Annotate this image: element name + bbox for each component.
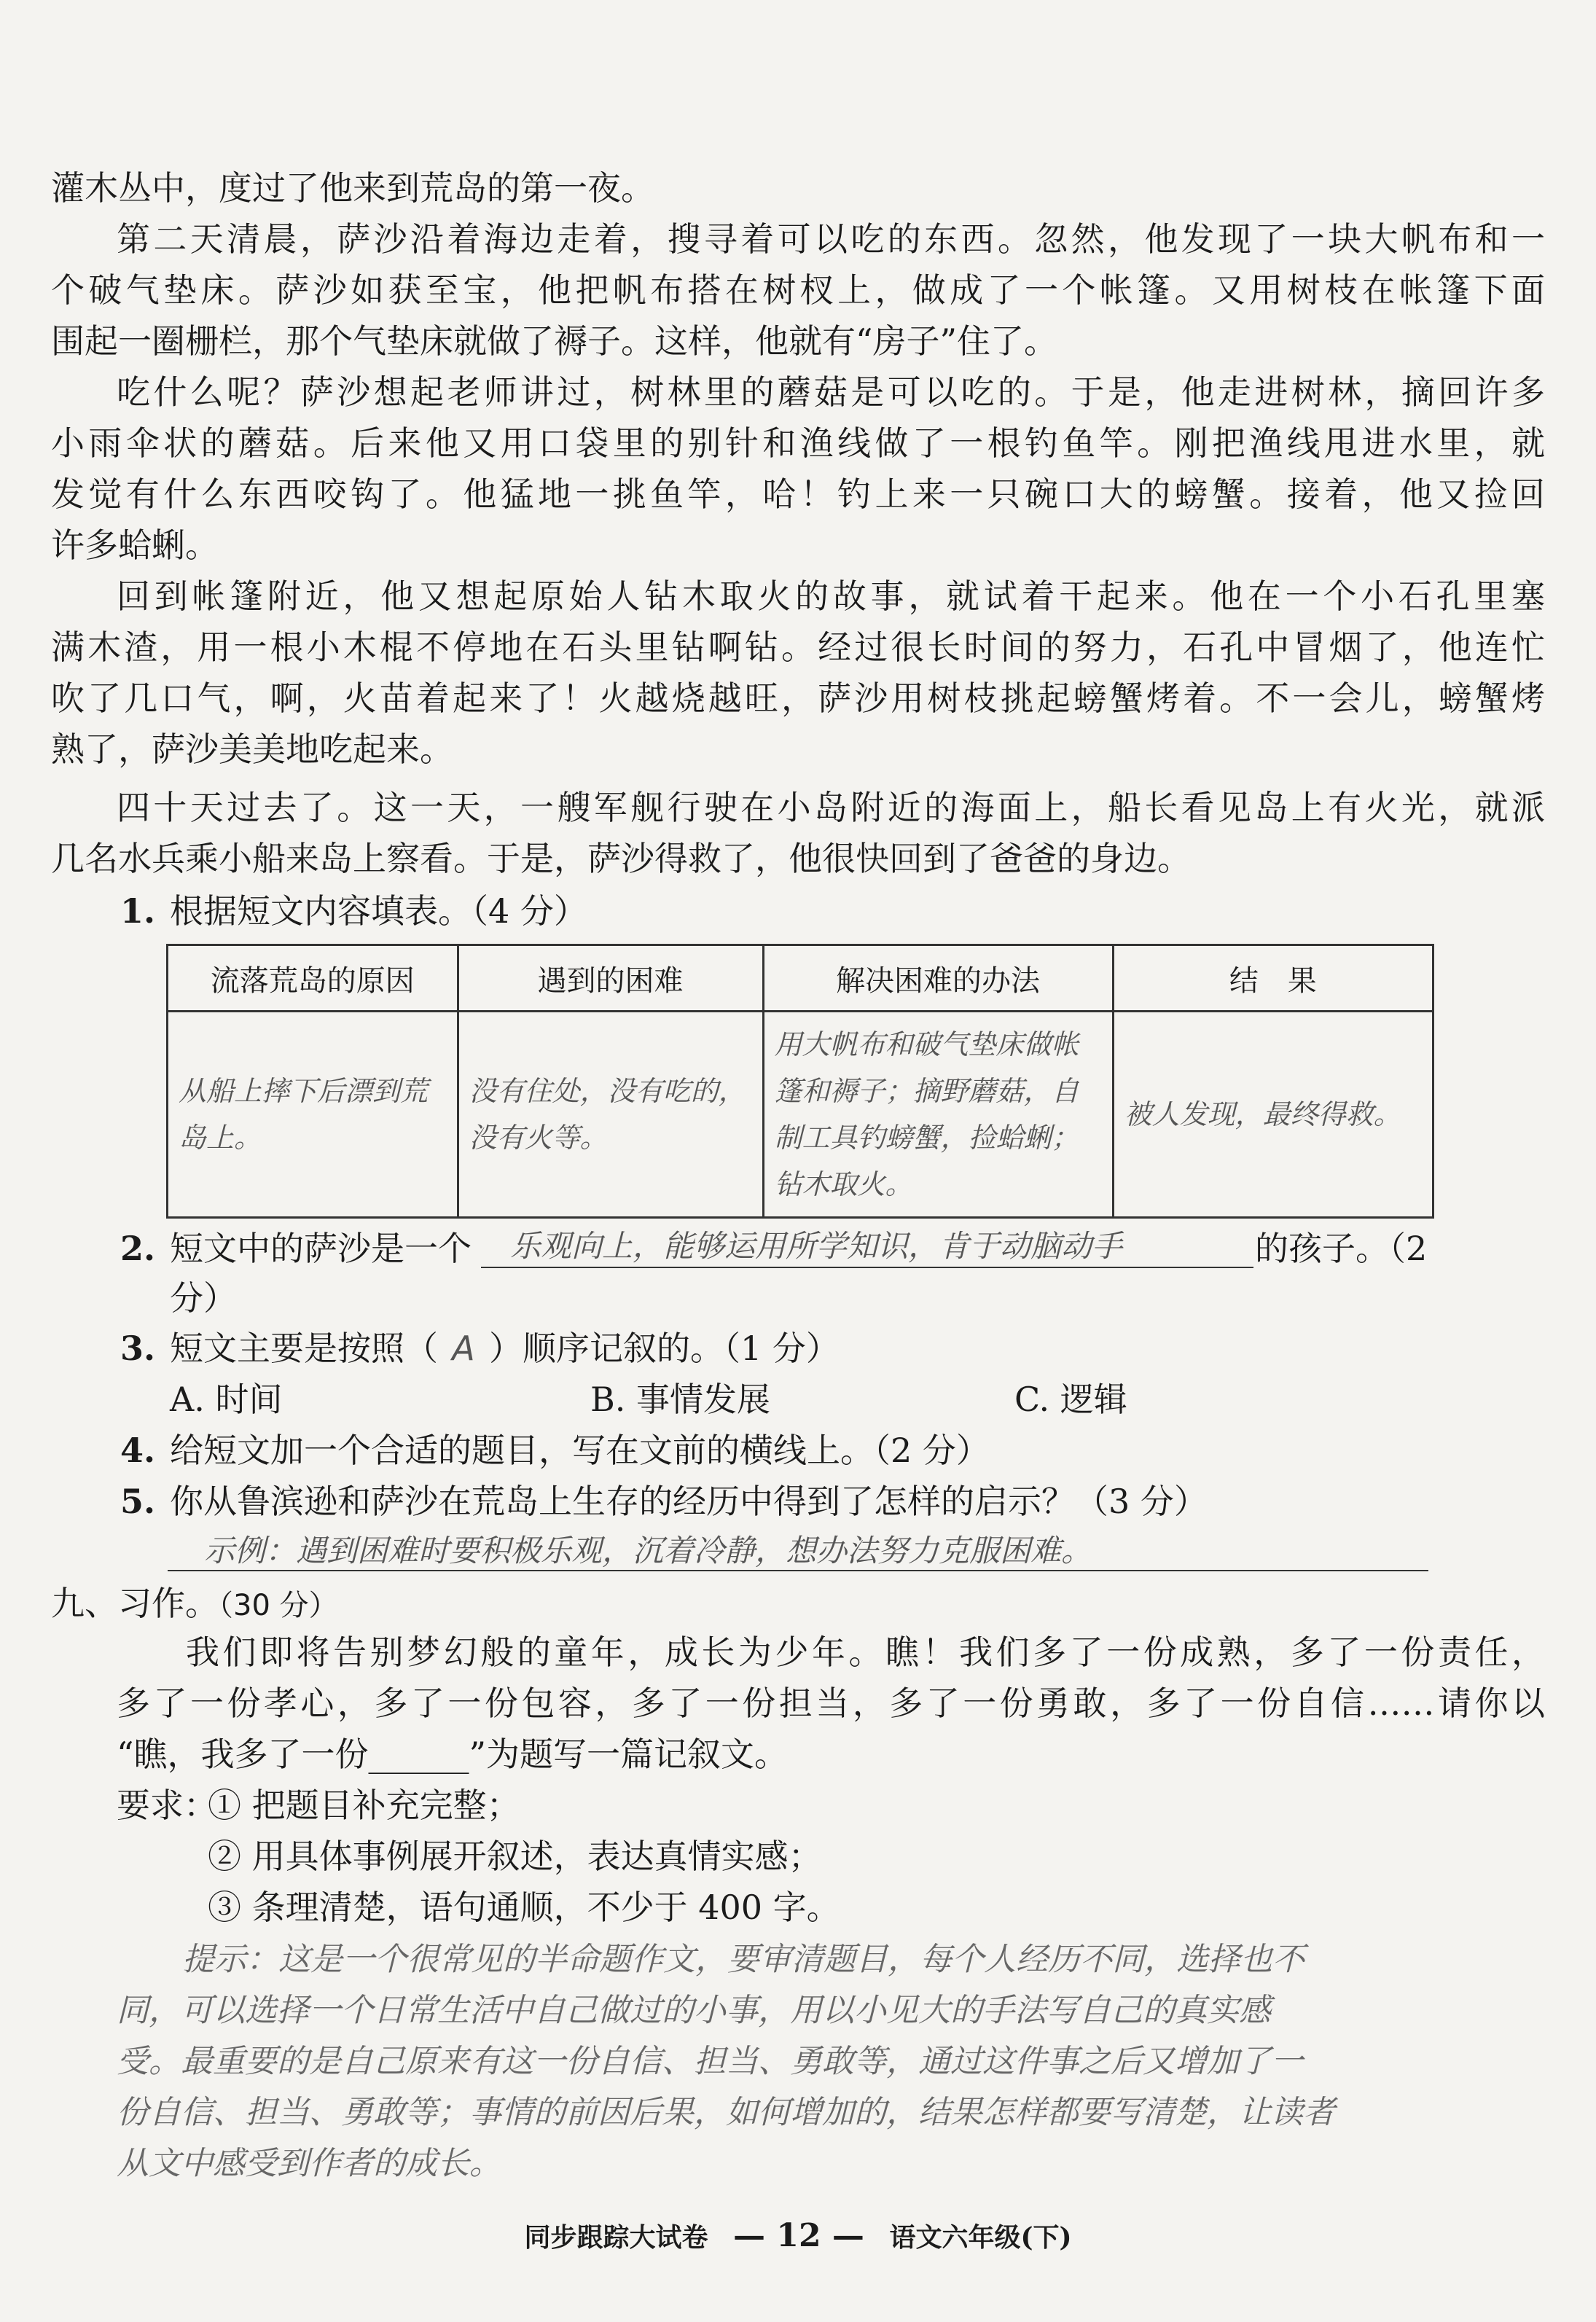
hint-line: 份自信、担当、勇敢等；事情的前因后果，如何增加的，结果怎样都要写清楚，让读者 <box>117 2094 1335 2131</box>
question-text: 短文中的萨沙是一个 <box>170 1229 472 1268</box>
prompt-line: 我们即将告别梦幻般的童年，成长为少年。瞧！我们多了一份成熟，多了一份责任， <box>186 1633 1545 1672</box>
table-header: 结 果 <box>1113 945 1433 1012</box>
section-title: 九、习作。 <box>51 1584 219 1623</box>
table-answer-cell[interactable]: 从船上摔下后漂到荒岛上。 <box>168 1012 458 1218</box>
story-line: 小雨伞状的蘑菇。后来他又用口袋里的别针和渔线做了一根钓鱼竿。刚把渔线甩进水里，就 <box>51 423 1545 463</box>
question-text: 给短文加一个合适的题目，写在文前的横线上。（2 分） <box>170 1431 990 1470</box>
hint-line: 提示：这是一个很常见的半命题作文，要审清题目，每个人经历不同，选择也不 <box>182 1941 1304 1978</box>
story-line: 回到帐篷附近，他又想起原始人钻木取火的故事，就试着干起来。他在一个小石孔里塞 <box>117 576 1545 616</box>
hint-line: 受。最重要的是自己原来有这一份自信、担当、勇敢等，通过这件事之后又增加了一 <box>117 2043 1303 2080</box>
story-line: 发觉有什么东西咬钩了。他猛地一挑鱼竿，哈！钓上来一只碗口大的螃蟹。接着，他又捡回 <box>51 474 1545 514</box>
table-header: 流落荒岛的原因 <box>168 945 458 1012</box>
requirement-item: ① 把题目补充完整； <box>208 1786 520 1825</box>
footer-subject: 语文六年级(下) <box>889 2222 1072 2253</box>
table-header: 解决困难的办法 <box>763 945 1113 1012</box>
question-text: 根据短文内容填表。（4 分） <box>170 891 587 931</box>
answer-handwriting[interactable]: 示例：遇到困难时要积极乐观，沉着冷静，想办法努力克服困难。 <box>204 1533 1092 1568</box>
story-line: 几名水兵乘小船来岛上察看。于是，萨沙得救了，他很快回到了爸爸的身边。 <box>51 839 1191 878</box>
story-line: 吹了几口气，啊，火苗着起来了！火越烧越旺，萨沙用树枝挑起螃蟹烤着。不一会儿，螃蟹烤 <box>51 679 1545 718</box>
requirement-item: ② 用具体事例展开叙述，表达真情实感； <box>208 1837 822 1876</box>
question-1 <box>120 889 587 933</box>
prompt-line: 多了一份孝心，多了一份包容，多了一份担当，多了一份勇敢，多了一份自信……请你以 <box>117 1684 1545 1723</box>
story-line: 围起一圈栅栏，那个气垫床就做了褥子。这样，他就有“房子”住了。 <box>51 321 1058 361</box>
section-score: （30 分） <box>219 1589 338 1622</box>
table-answer-cell[interactable]: 用大帆布和破气垫床做帐篷和褥子；摘野蘑菇，自制工具钓螃蟹，捡蛤蜊；钻木取火。 <box>763 1012 1113 1218</box>
story-line: 许多蛤蜊。 <box>51 525 219 565</box>
requirement-label: 要求： <box>117 1786 217 1825</box>
story-line: 灌木丛中，度过了他来到荒岛的第一夜。 <box>51 168 654 208</box>
table-answer-cell[interactable]: 没有住处，没有吃的，没有火等。 <box>458 1012 763 1218</box>
question-text: 短文主要是按照（ <box>170 1329 438 1368</box>
table-header-row <box>168 945 1433 1012</box>
page-footer <box>0 2217 1596 2254</box>
answer-underline <box>481 1267 1253 1268</box>
question-text: ）顺序记叙的。（1 分） <box>489 1329 840 1368</box>
table-header: 遇到的困难 <box>458 945 763 1012</box>
footer-book-title: 同步跟踪大试卷 <box>524 2222 708 2253</box>
section-heading <box>51 1582 338 1627</box>
requirement-item: ③ 条理清楚，语句通顺，不少于 400 字。 <box>208 1888 840 1927</box>
question-number: 4. <box>120 1431 156 1470</box>
hint-line: 同，可以选择一个日常生活中自己做过的小事，用以小见大的手法写自己的真实感 <box>117 1992 1271 2029</box>
story-line: 熟了，萨沙美美地吃起来。 <box>51 730 453 769</box>
option-a[interactable]: A. 时间 <box>170 1380 283 1419</box>
question-3 <box>120 1326 840 1370</box>
story-line: 吃什么呢？萨沙想起老师讲过，树林里的蘑菇是可以吃的。于是，他走进树林，摘回许多 <box>117 372 1545 412</box>
question-number: 2. <box>120 1229 156 1268</box>
question-number: 3. <box>120 1329 156 1368</box>
story-line: 四十天过去了。这一天，一艘军舰行驶在小岛附近的海面上，船长看见岛上有火光，就派 <box>117 788 1545 827</box>
answer-handwriting[interactable]: A <box>452 1329 475 1368</box>
question-number: 1. <box>120 891 156 931</box>
answer-handwriting[interactable]: 乐观向上，能够运用所学知识，肯于动脑动手 <box>510 1228 1123 1264</box>
question-text: 的孩子。（2 <box>1255 1229 1428 1268</box>
story-line: 第二天清晨，萨沙沿着海边走着，搜寻着可以吃的东西。忽然，他发现了一块大帆布和一 <box>117 219 1545 259</box>
option-b[interactable]: B. 事情发展 <box>590 1380 771 1419</box>
option-c[interactable]: C. 逻辑 <box>1014 1380 1127 1419</box>
table-answer-cell[interactable]: 被人发现，最终得救。 <box>1113 1012 1433 1218</box>
answer-underline <box>168 1570 1428 1571</box>
question-2 <box>120 1227 472 1270</box>
question-5 <box>120 1479 1208 1523</box>
question-4 <box>120 1428 990 1472</box>
page-number: — 12 — <box>733 2217 864 2254</box>
answer-table <box>166 944 1434 1219</box>
prompt-line: “瞧，我多了一份______”为题写一篇记叙文。 <box>117 1735 789 1774</box>
table-row <box>168 1012 1433 1218</box>
story-line: 个破气垫床。萨沙如获至宝，他把帆布搭在树杈上，做成了一个帐篷。又用树枝在帐篷下面 <box>51 270 1545 310</box>
hint-line: 从文中感受到作者的成长。 <box>117 2145 501 2182</box>
question-text: 你从鲁滨逊和萨沙在荒岛上生存的经历中得到了怎样的启示？（3 分） <box>170 1482 1208 1521</box>
question-number: 5. <box>120 1482 156 1521</box>
question-text: 分） <box>170 1278 237 1318</box>
story-line: 满木渣，用一根小木棍不停地在石头里钻啊钻。经过很长时间的努力，石孔中冒烟了，他连忙 <box>51 628 1545 667</box>
